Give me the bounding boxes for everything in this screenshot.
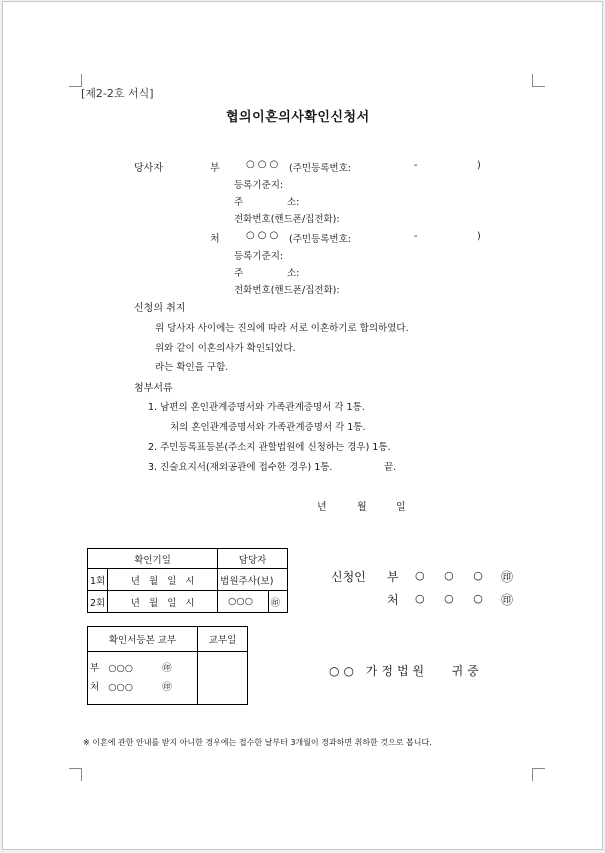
attachment-item: 3. 진술요지서(재외공관에 접수한 경우) 1통. [148,462,333,473]
husband-id-label: (주민등록번호: [289,163,351,174]
attachments-heading: 첨부서류 [134,383,173,394]
purpose-line: 위 당사자 사이에는 진의에 따라 서로 이혼하기로 합의하였다. [155,323,409,334]
round-1-officer: 법원주사(보) [218,569,288,591]
delivery-wife-role: 처 [90,682,100,693]
wife-id-close: ) [477,231,481,242]
copy-delivery-table [87,626,248,705]
applicant-wife-role: 처 [387,593,399,607]
round-2-officer: ○○○ [218,591,268,613]
wife-address-label-1: 주 [234,268,244,279]
date-month: 월 [357,502,367,513]
confirm-date-table [87,548,288,613]
purpose-line: 위와 같이 이혼의사가 확인되었다. [155,343,296,354]
husband-address-label-2: 소: [287,197,300,208]
crop-mark-top-right [532,74,545,87]
round-1-datetime: 년 월 일 시 [108,569,218,591]
page-title: 협의이혼의사확인신청서 [226,110,370,125]
date-year: 년 [317,502,327,513]
officer-seal: ㊞ [268,591,287,613]
wife-id-label: (주민등록번호: [289,234,351,245]
wife-id-dash: - [414,231,418,242]
wife-role: 처 [210,234,220,245]
copy-delivery-header: 확인서등본 교부 [88,627,198,652]
husband-address-label-1: 주 [234,197,244,208]
crop-mark-bottom-right [532,768,545,781]
purpose-heading: 신청의 취지 [134,303,186,314]
round-2-datetime: 년 월 일 시 [108,591,218,613]
confirm-date-header: 확인기일 [88,549,218,569]
party-label: 당사자 [134,163,163,174]
round-1-label: 1회 [88,569,108,591]
attachment-end: 끝. [384,462,397,473]
applicant-label: 신청인 [331,570,366,584]
date-day: 일 [396,502,406,513]
husband-id-close: ) [477,160,481,171]
delivery-date-cell [198,652,248,705]
delivery-date-header: 교부일 [198,627,248,652]
delivery-wife-seal: ㊞ [162,682,172,693]
applicant-wife-seal: ㊞ [501,593,514,607]
crop-mark-bottom-left [69,768,82,781]
purpose-line: 라는 확인을 구함. [155,362,229,373]
applicant-husband-marks: ○ ○ ○ [415,569,483,582]
delivery-husband-role: 부 [90,663,100,674]
applicant-husband-seal: ㊞ [501,570,514,584]
husband-id-dash: - [414,160,418,171]
officer-header: 담당자 [218,549,288,569]
husband-phone-label: 전화번호(핸드폰/집전화): [234,214,340,225]
attachment-item: 2. 주민등록표등본(주소지 관할법원에 신청하는 경우) 1통. [148,442,391,453]
wife-phone-label: 전화번호(핸드폰/집전화): [234,285,340,296]
delivery-husband-name: ○○○ [108,663,134,674]
delivery-wife-name: ○○○ [108,682,134,693]
husband-name: ○○○ [246,159,282,170]
delivery-husband-seal: ㊞ [162,663,172,674]
round-2-label: 2회 [88,591,108,613]
wife-name: ○○○ [246,230,282,241]
husband-role: 부 [210,163,220,174]
attachment-item: 1. 남편의 혼인관계증명서와 가족관계증명서 각 1통. [148,402,365,413]
wife-registry-label: 등록기준지: [234,251,284,262]
delivery-wife-row [90,678,195,697]
form-number: [제2-2호 서식] [81,87,154,100]
husband-registry-label: 등록기준지: [234,180,284,191]
footnote: ※ 이혼에 관한 안내를 받지 아니한 경우에는 접수한 날부터 3개월이 경과하면 취하한 것으로 봅니다. [83,738,432,747]
wife-address-label-2: 소: [287,268,300,279]
attachment-item: 처의 혼인관계증명서와 가족관계증명서 각 1통. [170,422,366,433]
court-recipient: ○○ 가정법원 귀중 [329,664,483,678]
delivery-husband-row [90,659,195,678]
applicant-husband-role: 부 [387,570,399,584]
document-page [2,1,603,850]
delivery-recipients [88,652,198,705]
applicant-wife-marks: ○ ○ ○ [415,592,483,605]
